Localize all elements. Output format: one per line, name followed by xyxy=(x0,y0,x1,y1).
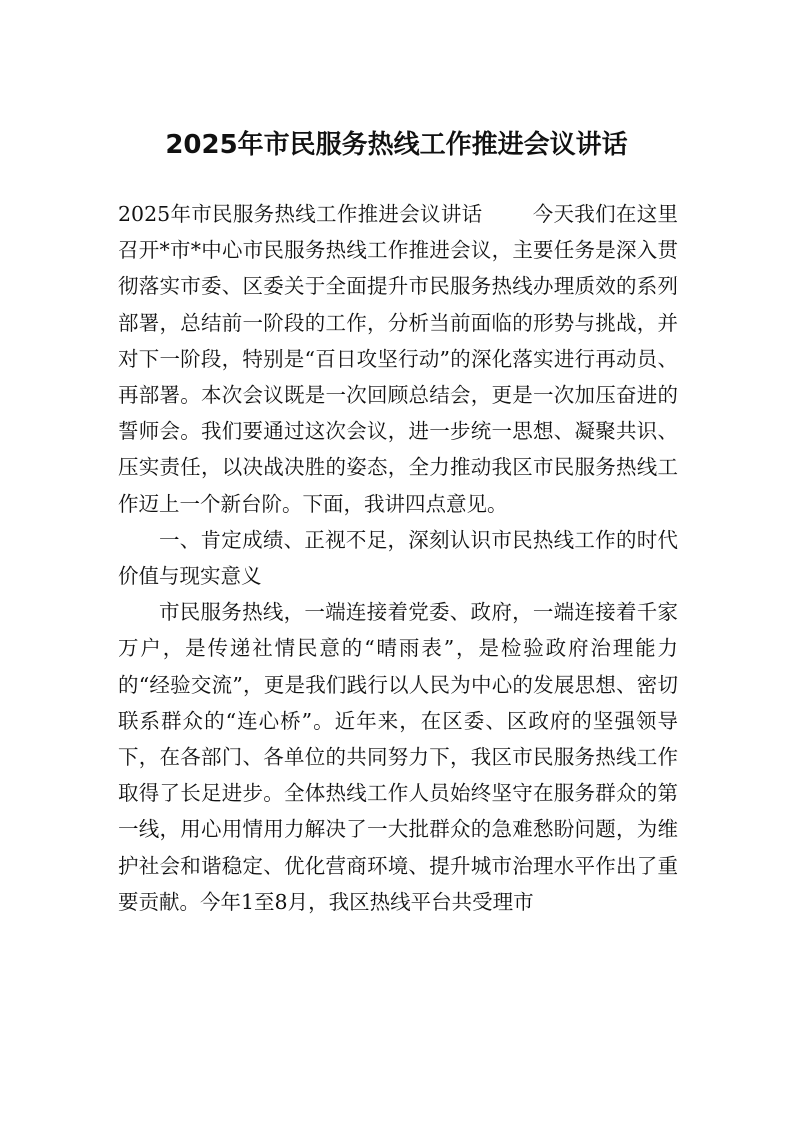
section-heading-1: 一、肯定成绩、正视不足，深刻认识市民热线工作的时代价值与现实意义 xyxy=(118,527,678,589)
document-title: 2025年市民服务热线工作推进会议讲话 xyxy=(165,130,628,160)
paragraph-2: 市民服务热线，一端连接着党委、政府，一端连接着千家万户，是传递社情民意的“晴雨表”，是检验政府治理能力的“经验交流”，更是我们践行以人民为中心的发展思想、密切联系群众的“连心桥”。近年来，在区委、区政府的坚强领导下，在各部门、各单位的共同努力下，我区市民服务热线工作取得了长足进步。全体热线工作人员始终坚守在服务群众的第一线，用心用情用力解决了一大批群众的急难愁盼问题，为维护社会和谐稳定、优化营商环境、提升城市治理水平作出了重要贡献。今年1至8月，我区热线平台共受理市 xyxy=(118,600,678,914)
paragraph-1-text: 今天我们在这里召开*市*中心市民服务热线工作推进会议，主要任务是深入贯彻落实市委、区委关于全面提升市民服务热线办理质效的系列部署，总结前一阶段的工作，分析当前面临的形势与挑战，并对下一阶段，特别是“百日攻坚行动”的深化落实进行再动员、再部署。本次会议既是一次回顾总结会，更是一次加压奋进的誓师会。我们要通过这次会议，进一步统一思想、凝聚共识、压实责任，以决战决胜的姿态，全力推动我区市民服务热线工作迈上一个新台阶。下面，我讲四点意见。 xyxy=(118,202,678,516)
opening-paragraph xyxy=(118,196,678,522)
document-body xyxy=(118,196,678,920)
intro-heading: 2025年市民服务热线工作推进会议讲话 xyxy=(118,202,483,226)
